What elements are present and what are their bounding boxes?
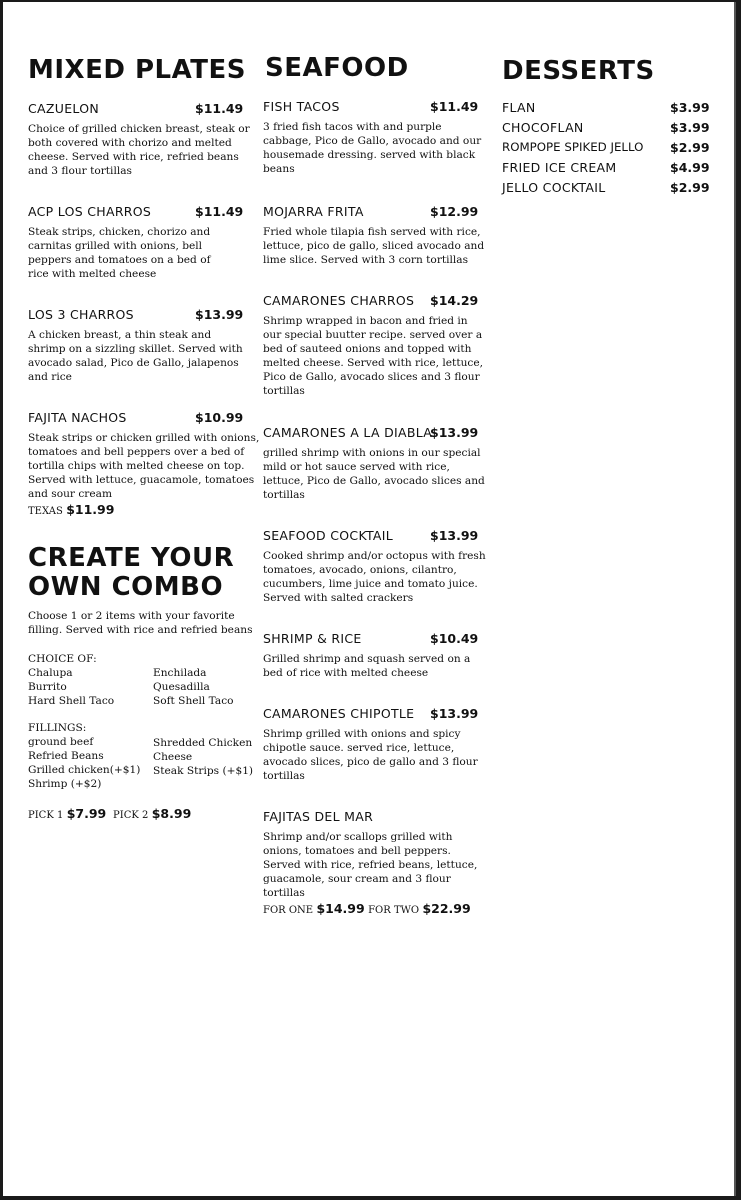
item-price: $2.99 — [670, 140, 710, 155]
pick2-label: PICK 2 — [113, 810, 149, 821]
item-description: Steak strips or chicken grilled with onions, tomatoes and bell peppers over a bed of tortilla chips with melted cheese on top. Served with lettuce, guacamole, tomatoes and sour cream — [28, 432, 260, 500]
item-price: $4.99 — [670, 160, 710, 175]
item-name: CAMARONES CHIPOTLE — [263, 706, 415, 721]
item-price: $12.99 — [430, 204, 479, 219]
combo-heading-line1: CREATE YOUR — [28, 543, 235, 573]
item-price: $10.99 — [195, 410, 244, 425]
texas-price-line — [28, 503, 114, 519]
choice-option: Chalupa — [28, 667, 73, 679]
item-price: $3.99 — [670, 120, 710, 135]
seafood-heading: SEAFOOD — [265, 53, 409, 83]
dessert-item — [502, 140, 710, 156]
combo-heading-line2: OWN COMBO — [28, 572, 224, 602]
combo-intro: Choose 1 or 2 items with your favorite filling. Served with rice and refried beans — [28, 610, 253, 636]
choice-option: Burrito — [28, 681, 67, 693]
choice-option: Enchilada — [153, 667, 207, 679]
filling-option: Shredded Chicken — [153, 737, 253, 749]
item-price: $13.99 — [430, 528, 479, 543]
fillings-label: FILLINGS: — [28, 722, 87, 734]
item-name: CAZUELON — [28, 101, 99, 116]
item-price: $10.49 — [430, 631, 479, 646]
item-name: SEAFOOD COCKTAIL — [263, 528, 394, 543]
filling-option: Grilled chicken(+$1) — [28, 764, 141, 776]
choice-option: Quesadilla — [153, 681, 210, 693]
item-description: Shrimp and/or scallops grilled with onions, tomatoes and bell peppers. Served with rice, refried beans, lettuce, guacamole, sour cream and 3 flour tortillas — [263, 831, 478, 899]
texas-price: $11.99 — [66, 502, 115, 517]
item-name: LOS 3 CHARROS — [28, 307, 134, 322]
item-price: $11.49 — [430, 99, 479, 114]
choice-option: Soft Shell Taco — [153, 695, 234, 707]
item-name: FAJITAS DEL MAR — [263, 809, 374, 824]
filling-option: Steak Strips (+$1) — [153, 765, 254, 777]
filling-option: ground beef — [28, 736, 94, 748]
item-description: Shrimp grilled with onions and spicy chipotle sauce. served rice, lettuce, avocado slices, pico de gallo and 3 flour tortillas — [263, 728, 478, 782]
item-name: FLAN — [502, 100, 536, 115]
choice-label: CHOICE OF: — [28, 653, 97, 665]
item-price: $11.49 — [195, 204, 244, 219]
item-name: ACP LOS CHARROS — [28, 204, 152, 219]
dessert-item — [502, 100, 710, 116]
mixed-plates-heading: MIXED PLATES — [28, 55, 246, 85]
item-name: CAMARONES A LA DIABLA — [263, 425, 433, 440]
desserts-heading: DESSERTS — [502, 56, 655, 86]
pick1-label: PICK 1 — [28, 810, 64, 821]
item-description: Shrimp wrapped in bacon and fried in our special buutter recipe. served over a bed of sauteed onions and topped with melted cheese. Served with rice, lettuce, Pico de Gallo, avocado slices and 3 flour tortillas — [263, 315, 483, 397]
item-name: SHRIMP & RICE — [263, 631, 362, 646]
pick-prices — [28, 807, 191, 823]
fajitas-prices — [263, 902, 471, 918]
pick1-price: $7.99 — [66, 806, 107, 821]
filling-option: Refried Beans — [28, 750, 104, 762]
item-description: Steak strips, chicken, chorizo and carnitas grilled with onions, bell peppers and tomatoes on a bed of rice with melted cheese — [28, 226, 211, 278]
item-name: CHOCOFLAN — [502, 120, 584, 135]
dessert-item — [502, 180, 710, 196]
for-one-price: $14.99 — [316, 901, 365, 916]
dessert-item — [502, 160, 710, 176]
item-description: A chicken breast, a thin steak and shrimp on a sizzling skillet. Served with avocado salad, Pico de Gallo, jalapenos and rice — [28, 329, 243, 383]
item-description: 3 fried fish tacos with and purple cabbage, Pico de Gallo, avocado and our housemade dressing. served with black beans — [263, 121, 482, 175]
item-price: $13.99 — [430, 425, 479, 440]
for-one-label: FOR ONE — [263, 905, 314, 916]
item-name: JELLO COCKTAIL — [502, 180, 606, 195]
item-description: Grilled shrimp and squash served on a bed of rice with melted cheese — [263, 653, 471, 679]
item-name: CAMARONES CHARROS — [263, 293, 415, 308]
item-price: $13.99 — [195, 307, 244, 322]
texas-label: TEXAS — [28, 506, 63, 517]
item-description: grilled shrimp with onions in our special mild or hot sauce served with rice, lettuce, Pico de Gallo, avocado slices and tortillas — [263, 447, 485, 501]
item-price: $2.99 — [670, 180, 710, 195]
item-name: ROMPOPE SPIKED JELLO — [502, 140, 644, 154]
item-description: Choice of grilled chicken breast, steak or both covered with chorizo and melted cheese. Served with rice, refried beans and 3 flour tortillas — [28, 123, 250, 177]
item-description: Cooked shrimp and/or octopus with fresh tomatoes, avocado, onions, cilantro, cucumbers, lime juice and tomato juice. Served with salted crackers — [263, 550, 486, 604]
item-price: $3.99 — [670, 100, 710, 115]
item-description: Fried whole tilapia fish served with rice, lettuce, pico de gallo, sliced avocado and lime slice. Served with 3 corn tortillas — [263, 226, 485, 266]
item-name: FISH TACOS — [263, 99, 340, 114]
menu-item — [28, 101, 253, 181]
choice-option: Hard Shell Taco — [28, 695, 115, 707]
item-name: MOJARRA FRITA — [263, 204, 364, 219]
item-price: $13.99 — [430, 706, 479, 721]
dessert-item — [502, 120, 710, 136]
item-price: $11.49 — [195, 101, 244, 116]
pick2-price: $8.99 — [151, 806, 192, 821]
item-name: FRIED ICE CREAM — [502, 160, 617, 175]
filling-option: Cheese — [153, 751, 193, 763]
filling-option: Shrimp (+$2) — [28, 778, 102, 790]
for-two-label: FOR TWO — [368, 905, 420, 916]
item-price: $14.29 — [430, 293, 479, 308]
item-name: FAJITA NACHOS — [28, 410, 127, 425]
menu-page — [3, 2, 736, 1196]
for-two-price: $22.99 — [422, 901, 471, 916]
